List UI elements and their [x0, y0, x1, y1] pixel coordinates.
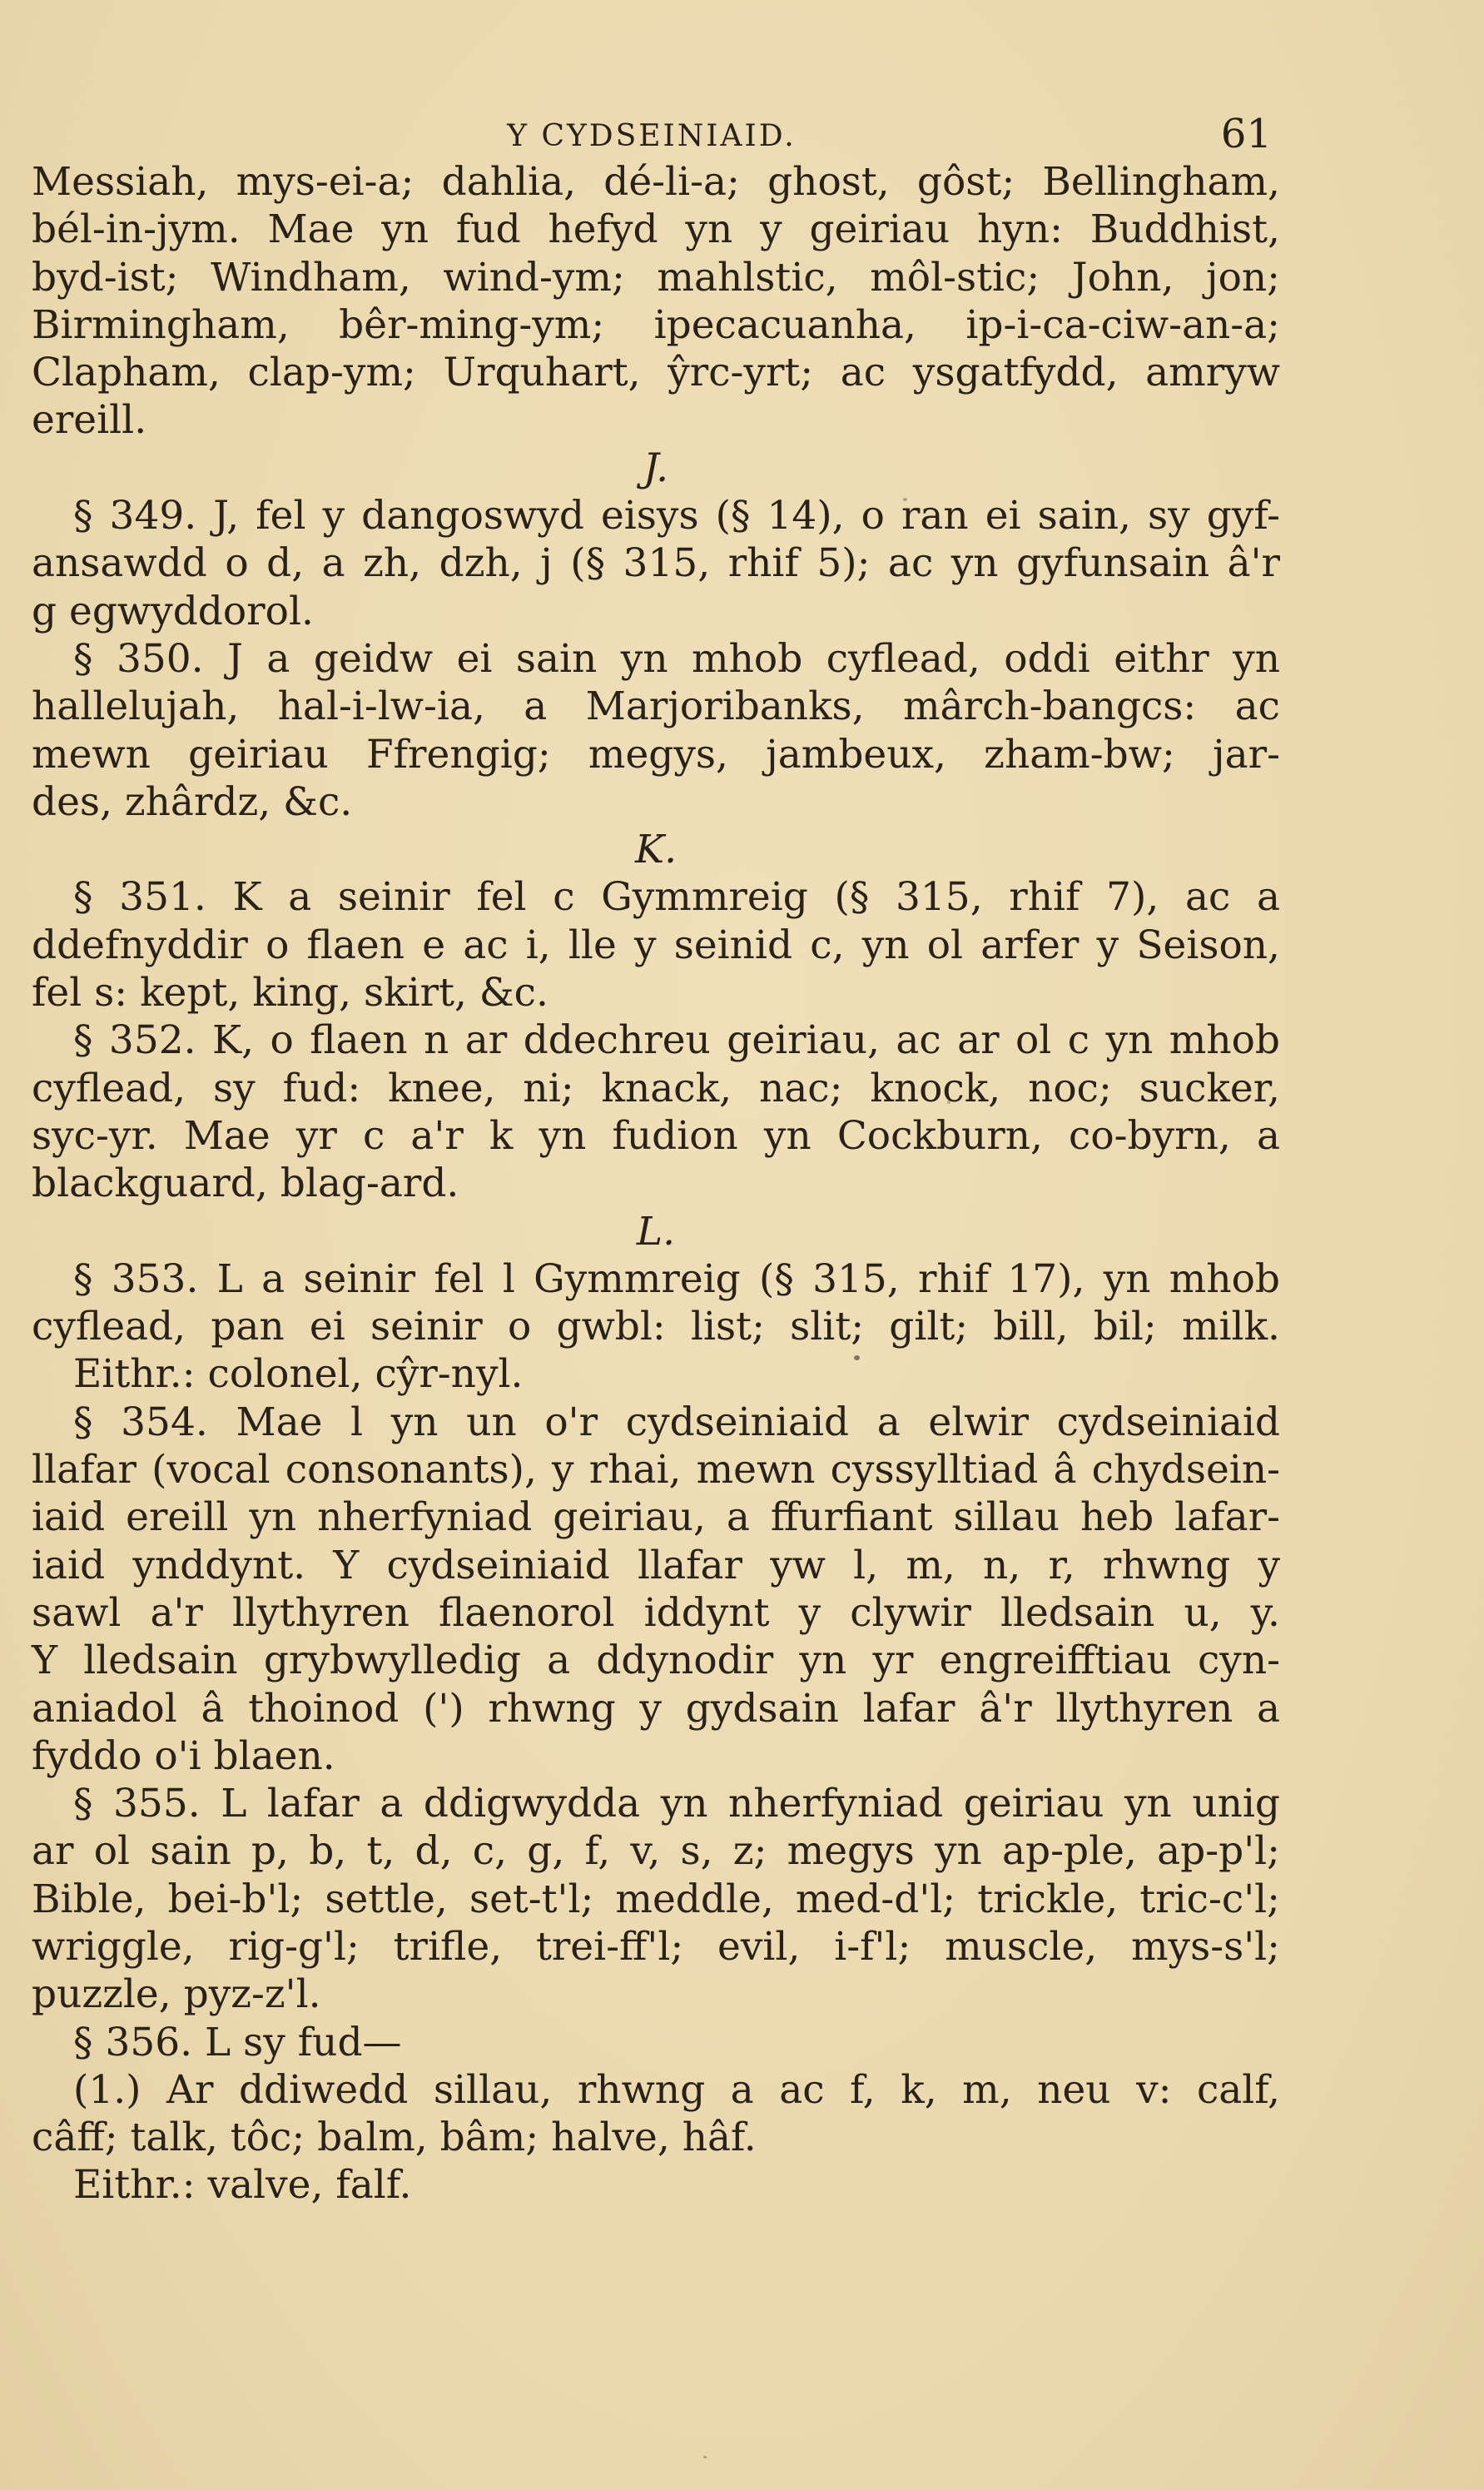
paper-speck [947, 1101, 950, 1104]
text-line: Bible, bei-b'l; settle, set-t'l; meddle, med-d'l; trickle, tric-c'l; [32, 1876, 1280, 1922]
text-line: câff; talk, tôc; balm, bâm; halve, hâf. [32, 2115, 757, 2161]
section-heading: K. [634, 827, 677, 873]
text-line: § 352. K, o flaen n ar ddechreu geiriau, ac ar ol c yn mhob [73, 1017, 1280, 1064]
text-line: § 351. K a seinir fel c Gymmreig (§ 315, rhif 7), ac a [73, 874, 1280, 921]
text-line: § 350. J a geidw ei sain yn mhob cyflead, oddi eithr yn [73, 635, 1280, 682]
text-line: wriggle, rig-g'l; trifle, trei-ff'l; evil, i-f'l; muscle, mys-s'l; [32, 1923, 1280, 1970]
text-line: Messiah, mys-ei-a; dahlia, dé-li-a; ghost, gôst; Bellingham, [32, 159, 1280, 205]
text-line: bél-in-jym. Mae yn fud hefyd yn y geiriau hyn: Buddhist, [32, 206, 1280, 253]
text-line: ereill. [32, 397, 147, 444]
text-line: aniadol â thoinod (') rhwng y gydsain lafar â'r llythyren a [32, 1685, 1280, 1732]
section-heading: L. [636, 1208, 676, 1255]
text-line: iaid ereill yn nherfyniad geiriau, a ffurfiant sillau heb lafar- [32, 1494, 1280, 1541]
text-line: iaid ynddynt. Y cydseiniaid llafar yw l, m, n, r, rhwng y [32, 1542, 1280, 1588]
paper-speck [854, 1355, 860, 1360]
paper-speck [703, 2456, 707, 2458]
text-line: ddefnyddir o flaen e ac i, lle y seinid c, yn ol arfer y Seison, [32, 922, 1280, 968]
text-line: g egwyddorol. [32, 588, 314, 634]
text-line: ar ol sain p, b, t, d, c, g, f, v, s, z; megys yn ap-ple, ap-p'l; [32, 1828, 1280, 1875]
text-line: fyddo o'i blaen. [32, 1732, 335, 1779]
text-line: puzzle, pyz-z'l. [32, 1971, 321, 2018]
text-line: fel s: kept, king, skirt, &c. [32, 970, 548, 1016]
text-line: ansawdd o d, a zh, dzh, j (§ 315, rhif 5); ac yn gyfunsain â'r [32, 540, 1280, 587]
running-head: Y CYDSEINIAID. [507, 119, 797, 153]
text-line: § 355. L lafar a ddigwydda yn nherfyniad geiriau yn unig [73, 1781, 1280, 1827]
page-number: 61 [1220, 111, 1272, 157]
body-text [32, 158, 1280, 2209]
text-line: § 353. L a seinir fel l Gymmreig (§ 315, rhif 17), yn mhob [73, 1255, 1280, 1302]
text-line: des, zhârdz, &c. [32, 778, 353, 825]
text-line: Y lledsain grybwylledig a ddynodir yn yr engreifftiau cyn- [32, 1638, 1280, 1684]
page-header [32, 104, 1272, 162]
text-line: cyflead, sy fud: knee, ni; knack, nac; knock, noc; sucker, [32, 1065, 1280, 1111]
text-line: llafar (vocal consonants), y rhai, mewn cyssylltiad â chydsein- [32, 1447, 1280, 1494]
text-line: Eithr.: valve, falf. [73, 2162, 412, 2209]
text-line: blackguard, blag-ard. [32, 1161, 459, 1207]
text-line: (1.) Ar ddiwedd sillau, rhwng a ac f, k, m, neu v: calf, [73, 2066, 1280, 2113]
text-line: mewn geiriau Ffrengig; megys, jambeux, zham-bw; jar- [32, 731, 1280, 778]
text-line: byd-ist; Windham, wind-ym; mahlstic, môl-stic; John, jon; [32, 254, 1280, 301]
text-line: Clapham, clap-ym; Urquhart, ŷrc-yrt; ac ysgatfydd, amryw [32, 350, 1280, 396]
paper-speck [903, 498, 907, 501]
text-line: Eithr.: colonel, cŷr-nyl. [73, 1351, 524, 1398]
text-line: syc-yr. Mae yr c a'r k yn fudion yn Cockburn, co-byrn, a [32, 1112, 1280, 1159]
text-line: sawl a'r llythyren flaenorol iddynt y clywir lledsain u, y. [32, 1589, 1280, 1636]
text-line: cyflead, pan ei seinir o gwbl: list; slit; gilt; bill, bil; milk. [32, 1304, 1280, 1350]
text-line: § 349. J, fel y dangoswyd eisys (§ 14), o ran ei sain, sy gyf- [73, 493, 1280, 539]
text-line: § 356. L sy fud— [73, 2019, 402, 2065]
text-line: Birmingham, bêr-ming-ym; ipecacuanha, ip-i-ca-ciw-an-a; [32, 301, 1280, 348]
section-heading: J. [643, 445, 669, 491]
text-line: hallelujah, hal-i-lw-ia, a Marjoribanks, mârch-bangcs: ac [32, 683, 1280, 730]
text-line: § 354. Mae l yn un o'r cydseiniaid a elwir cydseiniaid [73, 1399, 1280, 1445]
